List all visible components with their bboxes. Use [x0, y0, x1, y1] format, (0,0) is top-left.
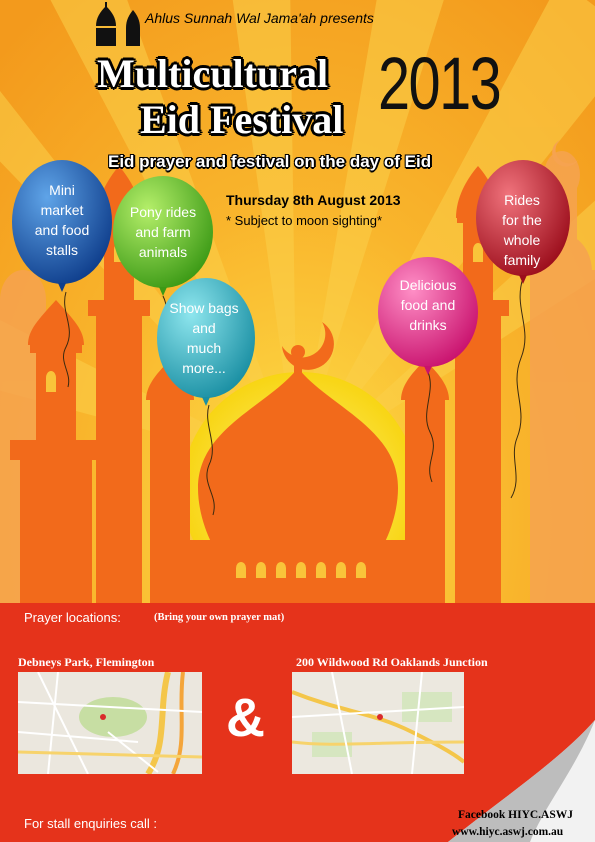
location-1-name: Debneys Park, Flemington [18, 655, 155, 669]
balloon-caption-delicious-food: Delicious food and drinks [399, 277, 457, 333]
moon-sighting-note: * Subject to moon sighting* [226, 213, 383, 228]
event-date: Thursday 8th August 2013 [226, 192, 401, 208]
balloon-caption-pony-rides: Pony rides and farm animals [129, 204, 197, 260]
title-line-1: Multicultural [97, 51, 329, 96]
location-2-name: 200 Wildwood Rd Oaklands Junction [296, 655, 488, 669]
location-2-map[interactable] [292, 672, 464, 774]
stall-enquiries-label: For stall enquiries call : [24, 816, 157, 831]
balloon-caption-rides: Rides for the whole family [502, 192, 542, 268]
website-link[interactable]: www.hiyc.aswj.com.au [452, 826, 564, 838]
location-1-map[interactable] [18, 672, 202, 774]
map-2-drawing [292, 672, 464, 774]
subtitle: Eid prayer and festival on the day of Eid [108, 152, 432, 171]
presenter-line: Ahlus Sunnah Wal Jama'ah presents [145, 10, 374, 26]
map-1-drawing [18, 672, 202, 774]
festival-year: 2013 [378, 42, 501, 125]
ampersand: & [226, 688, 265, 748]
title-line-2: Eid Festival [140, 97, 344, 142]
facebook-link[interactable]: Facebook HIYC.ASWJ [458, 809, 574, 821]
balloon-caption-mini-market: Mini market and food stalls [34, 182, 90, 258]
prayer-locations-label: Prayer locations: [24, 610, 121, 625]
balloon-caption-show-bags: Show bags and much more... [169, 300, 239, 376]
prayer-mat-note: (Bring your own prayer mat) [154, 612, 285, 623]
